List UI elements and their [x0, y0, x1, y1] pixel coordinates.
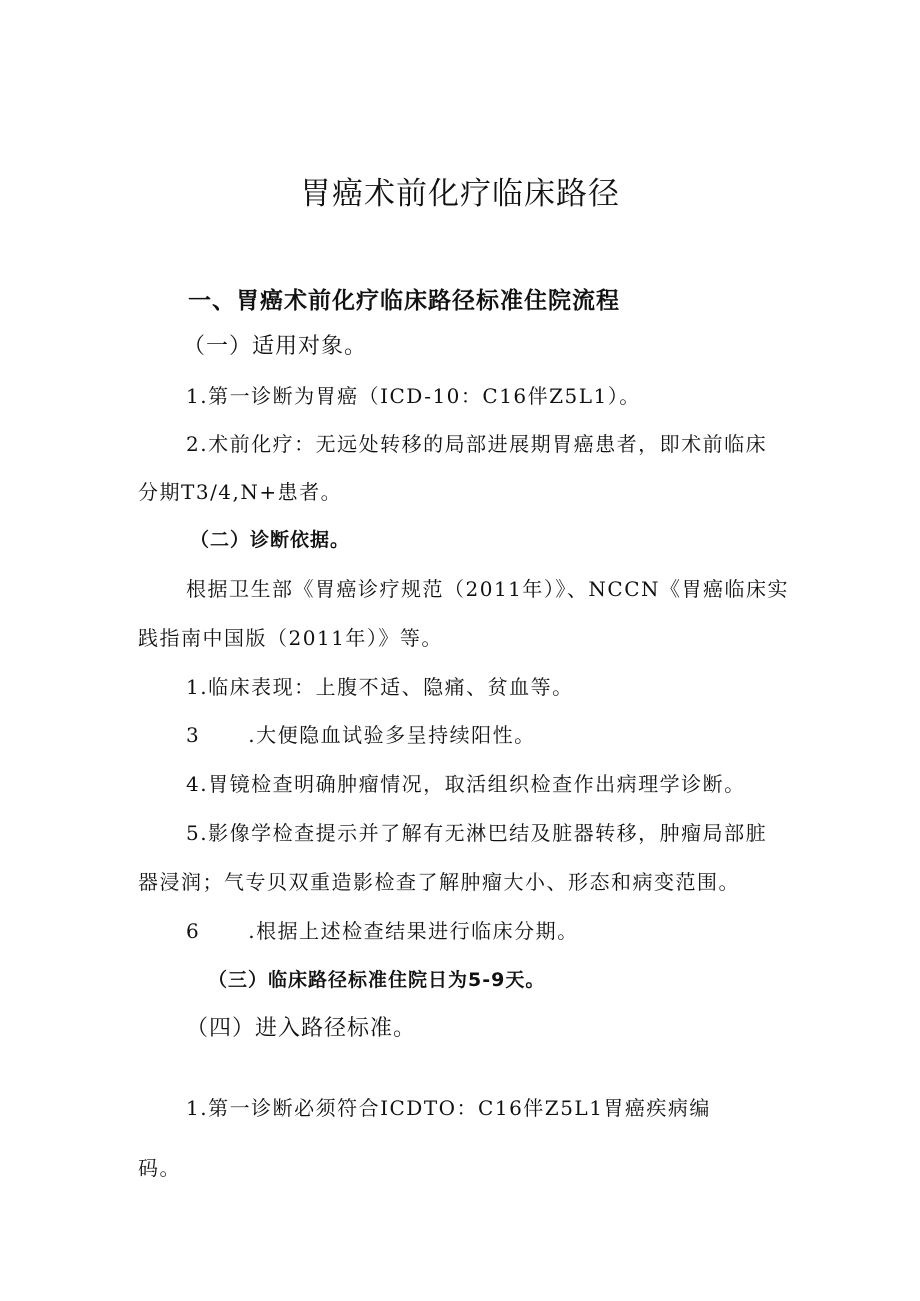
- subsection-heading-hospital-days: （三）临床路径标准住院日为5-9天。: [208, 969, 546, 991]
- item-2-3-text: .大便隐血试验多呈持续阳性。: [248, 723, 536, 747]
- paragraph-item-4-1-continued: 码。: [138, 1156, 181, 1180]
- paragraph-item-1-2-line1: 2.术前化疗：无远处转移的局部进展期胃癌患者，即术前临床: [186, 432, 768, 456]
- item-2-3-number: 3: [186, 723, 201, 747]
- item-2-6-text: .根据上述检查结果进行临床分期。: [248, 919, 579, 943]
- paragraph-basis-line1: 根据卫生部《胃癌诊疗规范（2011年）》、NCCN《胃癌临床实: [186, 577, 790, 601]
- subsection-heading-applicable: （一）适用对象。: [183, 334, 368, 359]
- section-heading-1: 一、胃癌术前化疗临床路径标准住院流程: [188, 288, 620, 314]
- paragraph-item-2-6: [186, 917, 579, 945]
- paragraph-item-2-5-line1: 5.影像学检查提示并了解有无淋巴结及脏器转移，肿瘤局部脏: [186, 821, 768, 845]
- subsection-heading-diagnosis: （二）诊断依据。: [190, 529, 351, 551]
- subsection-heading-entry-criteria: （四）进入路径标准。: [186, 1016, 417, 1041]
- paragraph-item-2-3: [186, 721, 536, 749]
- paragraph-item-2-4: 4.胃镜检查明确肿瘤情况，取活组织检查作出病理学诊断。: [186, 772, 746, 796]
- paragraph-item-1-1: 1.第一诊断为胃癌（ICD-10：C16伴Z5L1）。: [186, 384, 641, 408]
- paragraph-item-1-2-line2: 分期T3/4,N+患者。: [138, 480, 343, 504]
- paragraph-item-2-5-line2: 器浸润；气专贝双重造影检查了解肿瘤大小、形态和病变范围。: [138, 870, 740, 894]
- paragraph-item-2-1: 1.临床表现：上腹不适、隐痛、贫血等。: [186, 675, 574, 699]
- paragraph-basis-line2: 践指南中国版（2011年）》等。: [138, 626, 443, 650]
- item-2-6-number: 6: [186, 919, 201, 943]
- document-title: 胃癌术前化疗临床路径: [300, 176, 620, 212]
- paragraph-item-4-1: 1.第一诊断必须符合ICDTO：C16伴Z5L1胃癌疾病编: [186, 1096, 711, 1120]
